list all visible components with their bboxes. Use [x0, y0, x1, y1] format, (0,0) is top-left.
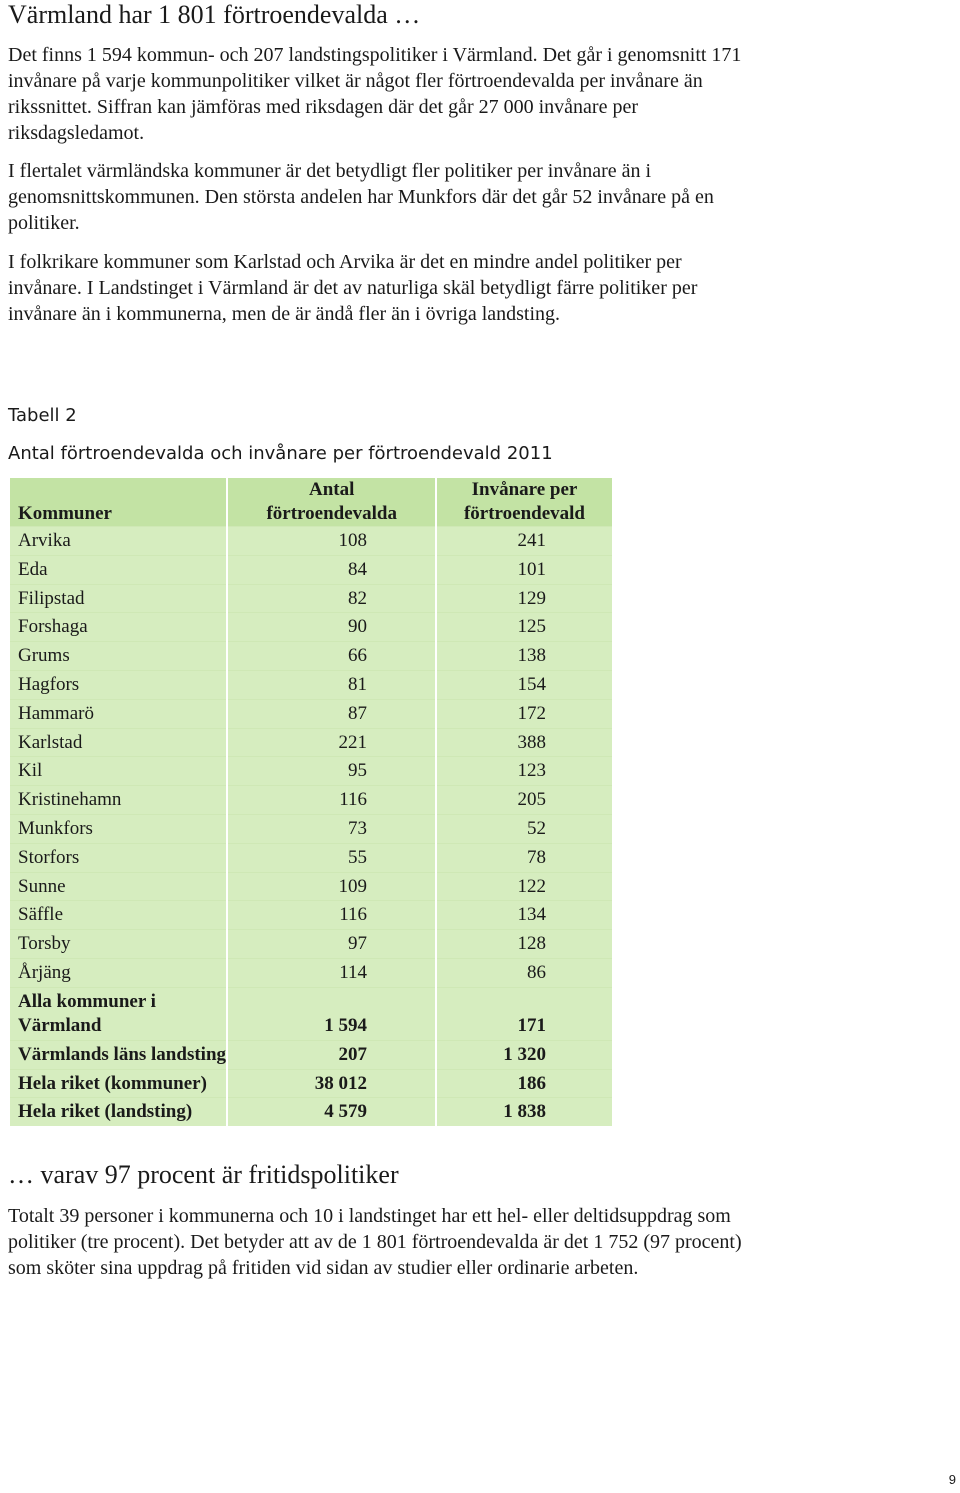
cell-kommun: Karlstad	[10, 728, 226, 757]
cell-antal: 114	[228, 958, 435, 987]
cell-antal: 221	[228, 728, 435, 757]
paragraph-3: I folkrikare kommuner som Karlstad och Arvika är det en mindre andel politiker per invånare. I Landstinget i Värmland är det av naturliga skäl betydligt färre politiker per invånare än i kommunerna, men de är ändå fler än i övriga landsting.	[8, 251, 698, 325]
cell-invanare: 125	[437, 612, 612, 641]
table-row	[10, 900, 612, 929]
cell-kommun: Arvika	[10, 526, 226, 555]
table-row	[10, 958, 612, 987]
cell-kommun: Årjäng	[10, 958, 226, 987]
table-row	[10, 929, 612, 958]
table-row	[10, 555, 612, 584]
cell-antal: 1 594	[228, 987, 435, 1040]
cell-antal: 109	[228, 872, 435, 901]
table-row	[10, 728, 612, 757]
paragraph-4: Totalt 39 personer i kommunerna och 10 i landstinget har ett hel- eller deltidsuppdrag som politiker (tre procent). Det betyder att av de 1 801 förtroendevalda är det 1 752 (97 procent) som sköter sina uppdrag på fritiden vid sidan av studier eller ordinarie arbeten.	[8, 1205, 742, 1279]
column-header-invanare: Invånare per förtroendevald	[437, 478, 612, 526]
table-body	[10, 526, 612, 1126]
cell-kommun: Hagfors	[10, 670, 226, 699]
cell-invanare: 52	[437, 814, 612, 843]
cell-kommun: Hela riket (kommuner)	[10, 1069, 226, 1098]
table-row	[10, 670, 612, 699]
cell-kommun: Eda	[10, 555, 226, 584]
cell-invanare: 86	[437, 958, 612, 987]
cell-antal: 4 579	[228, 1097, 435, 1126]
cell-invanare: 134	[437, 900, 612, 929]
cell-kommun: Storfors	[10, 843, 226, 872]
cell-antal: 38 012	[228, 1069, 435, 1098]
cell-antal: 81	[228, 670, 435, 699]
table-row	[10, 987, 612, 1040]
cell-invanare: 129	[437, 584, 612, 613]
cell-antal: 97	[228, 929, 435, 958]
cell-kommun: Kristinehamn	[10, 785, 226, 814]
document-page	[8, 0, 948, 1279]
table-row	[10, 814, 612, 843]
cell-invanare: 78	[437, 843, 612, 872]
cell-kommun: Säffle	[10, 900, 226, 929]
cell-invanare: 154	[437, 670, 612, 699]
cell-antal: 82	[228, 584, 435, 613]
cell-antal: 55	[228, 843, 435, 872]
cell-kommun: Torsby	[10, 929, 226, 958]
cell-invanare: 122	[437, 872, 612, 901]
paragraph-1: Det finns 1 594 kommun- och 207 landstingspolitiker i Värmland. Det går i genomsnitt 171 invånare på varje kommunpolitiker vilket är något fler förtroendevalda per invånare än rikssnittet. Siffran kan jämföras med riksdagen där det går 27 000 invånare per riksdagsledamot.	[8, 44, 742, 144]
table-header-row	[10, 478, 612, 526]
cell-antal: 108	[228, 526, 435, 555]
cell-antal: 116	[228, 900, 435, 929]
cell-invanare: 241	[437, 526, 612, 555]
cell-invanare: 171	[437, 987, 612, 1040]
column-header-antal: Antal förtroendevalda	[228, 478, 435, 526]
cell-invanare: 101	[437, 555, 612, 584]
cell-kommun: Munkfors	[10, 814, 226, 843]
table-row	[10, 872, 612, 901]
cell-kommun: Hela riket (landsting)	[10, 1097, 226, 1126]
cell-kommun: Forshaga	[10, 612, 226, 641]
cell-antal: 90	[228, 612, 435, 641]
cell-kommun: Hammarö	[10, 699, 226, 728]
table-row	[10, 1069, 612, 1098]
cell-invanare: 138	[437, 641, 612, 670]
cell-antal: 207	[228, 1040, 435, 1069]
table-row	[10, 584, 612, 613]
table-row	[10, 612, 612, 641]
cell-antal: 116	[228, 785, 435, 814]
cell-invanare: 205	[437, 785, 612, 814]
cell-antal: 95	[228, 756, 435, 785]
cell-invanare: 388	[437, 728, 612, 757]
cell-invanare: 128	[437, 929, 612, 958]
table-title: Antal förtroendevalda och invånare per förtroendevald 2011	[8, 443, 553, 464]
cell-antal: 84	[228, 555, 435, 584]
cell-kommun: Filipstad	[10, 584, 226, 613]
section-heading: Värmland har 1 801 förtroendevalda …	[8, 0, 421, 29]
column-header-kommuner: Kommuner	[10, 478, 226, 526]
cell-kommun: Sunne	[10, 872, 226, 901]
cell-antal: 87	[228, 699, 435, 728]
table-row	[10, 699, 612, 728]
data-table	[8, 478, 614, 1126]
table-row	[10, 641, 612, 670]
cell-invanare: 1 838	[437, 1097, 612, 1126]
page-number: 9	[948, 1472, 956, 1487]
table-row	[10, 785, 612, 814]
cell-kommun: Grums	[10, 641, 226, 670]
cell-antal: 66	[228, 641, 435, 670]
table-row	[10, 756, 612, 785]
table-row	[10, 526, 612, 555]
cell-invanare: 186	[437, 1069, 612, 1098]
table-row	[10, 1097, 612, 1126]
cell-invanare: 172	[437, 699, 612, 728]
table-row	[10, 1040, 612, 1069]
cell-invanare: 1 320	[437, 1040, 612, 1069]
cell-kommun: Värmlands läns landsting	[10, 1040, 226, 1069]
table-row	[10, 843, 612, 872]
cell-antal: 73	[228, 814, 435, 843]
cell-invanare: 123	[437, 756, 612, 785]
cell-kommun: Kil	[10, 756, 226, 785]
paragraph-2: I flertalet värmländska kommuner är det betydligt fler politiker per invånare än i genomsnittskommunen. Den största andelen har Munkfors där det går 52 invånare på en politiker.	[8, 160, 714, 234]
cell-kommun: Alla kommuner i Värmland	[10, 987, 226, 1040]
table-label: Tabell 2	[8, 405, 77, 426]
section-heading-2: … varav 97 procent är fritidspolitiker	[8, 1160, 399, 1189]
